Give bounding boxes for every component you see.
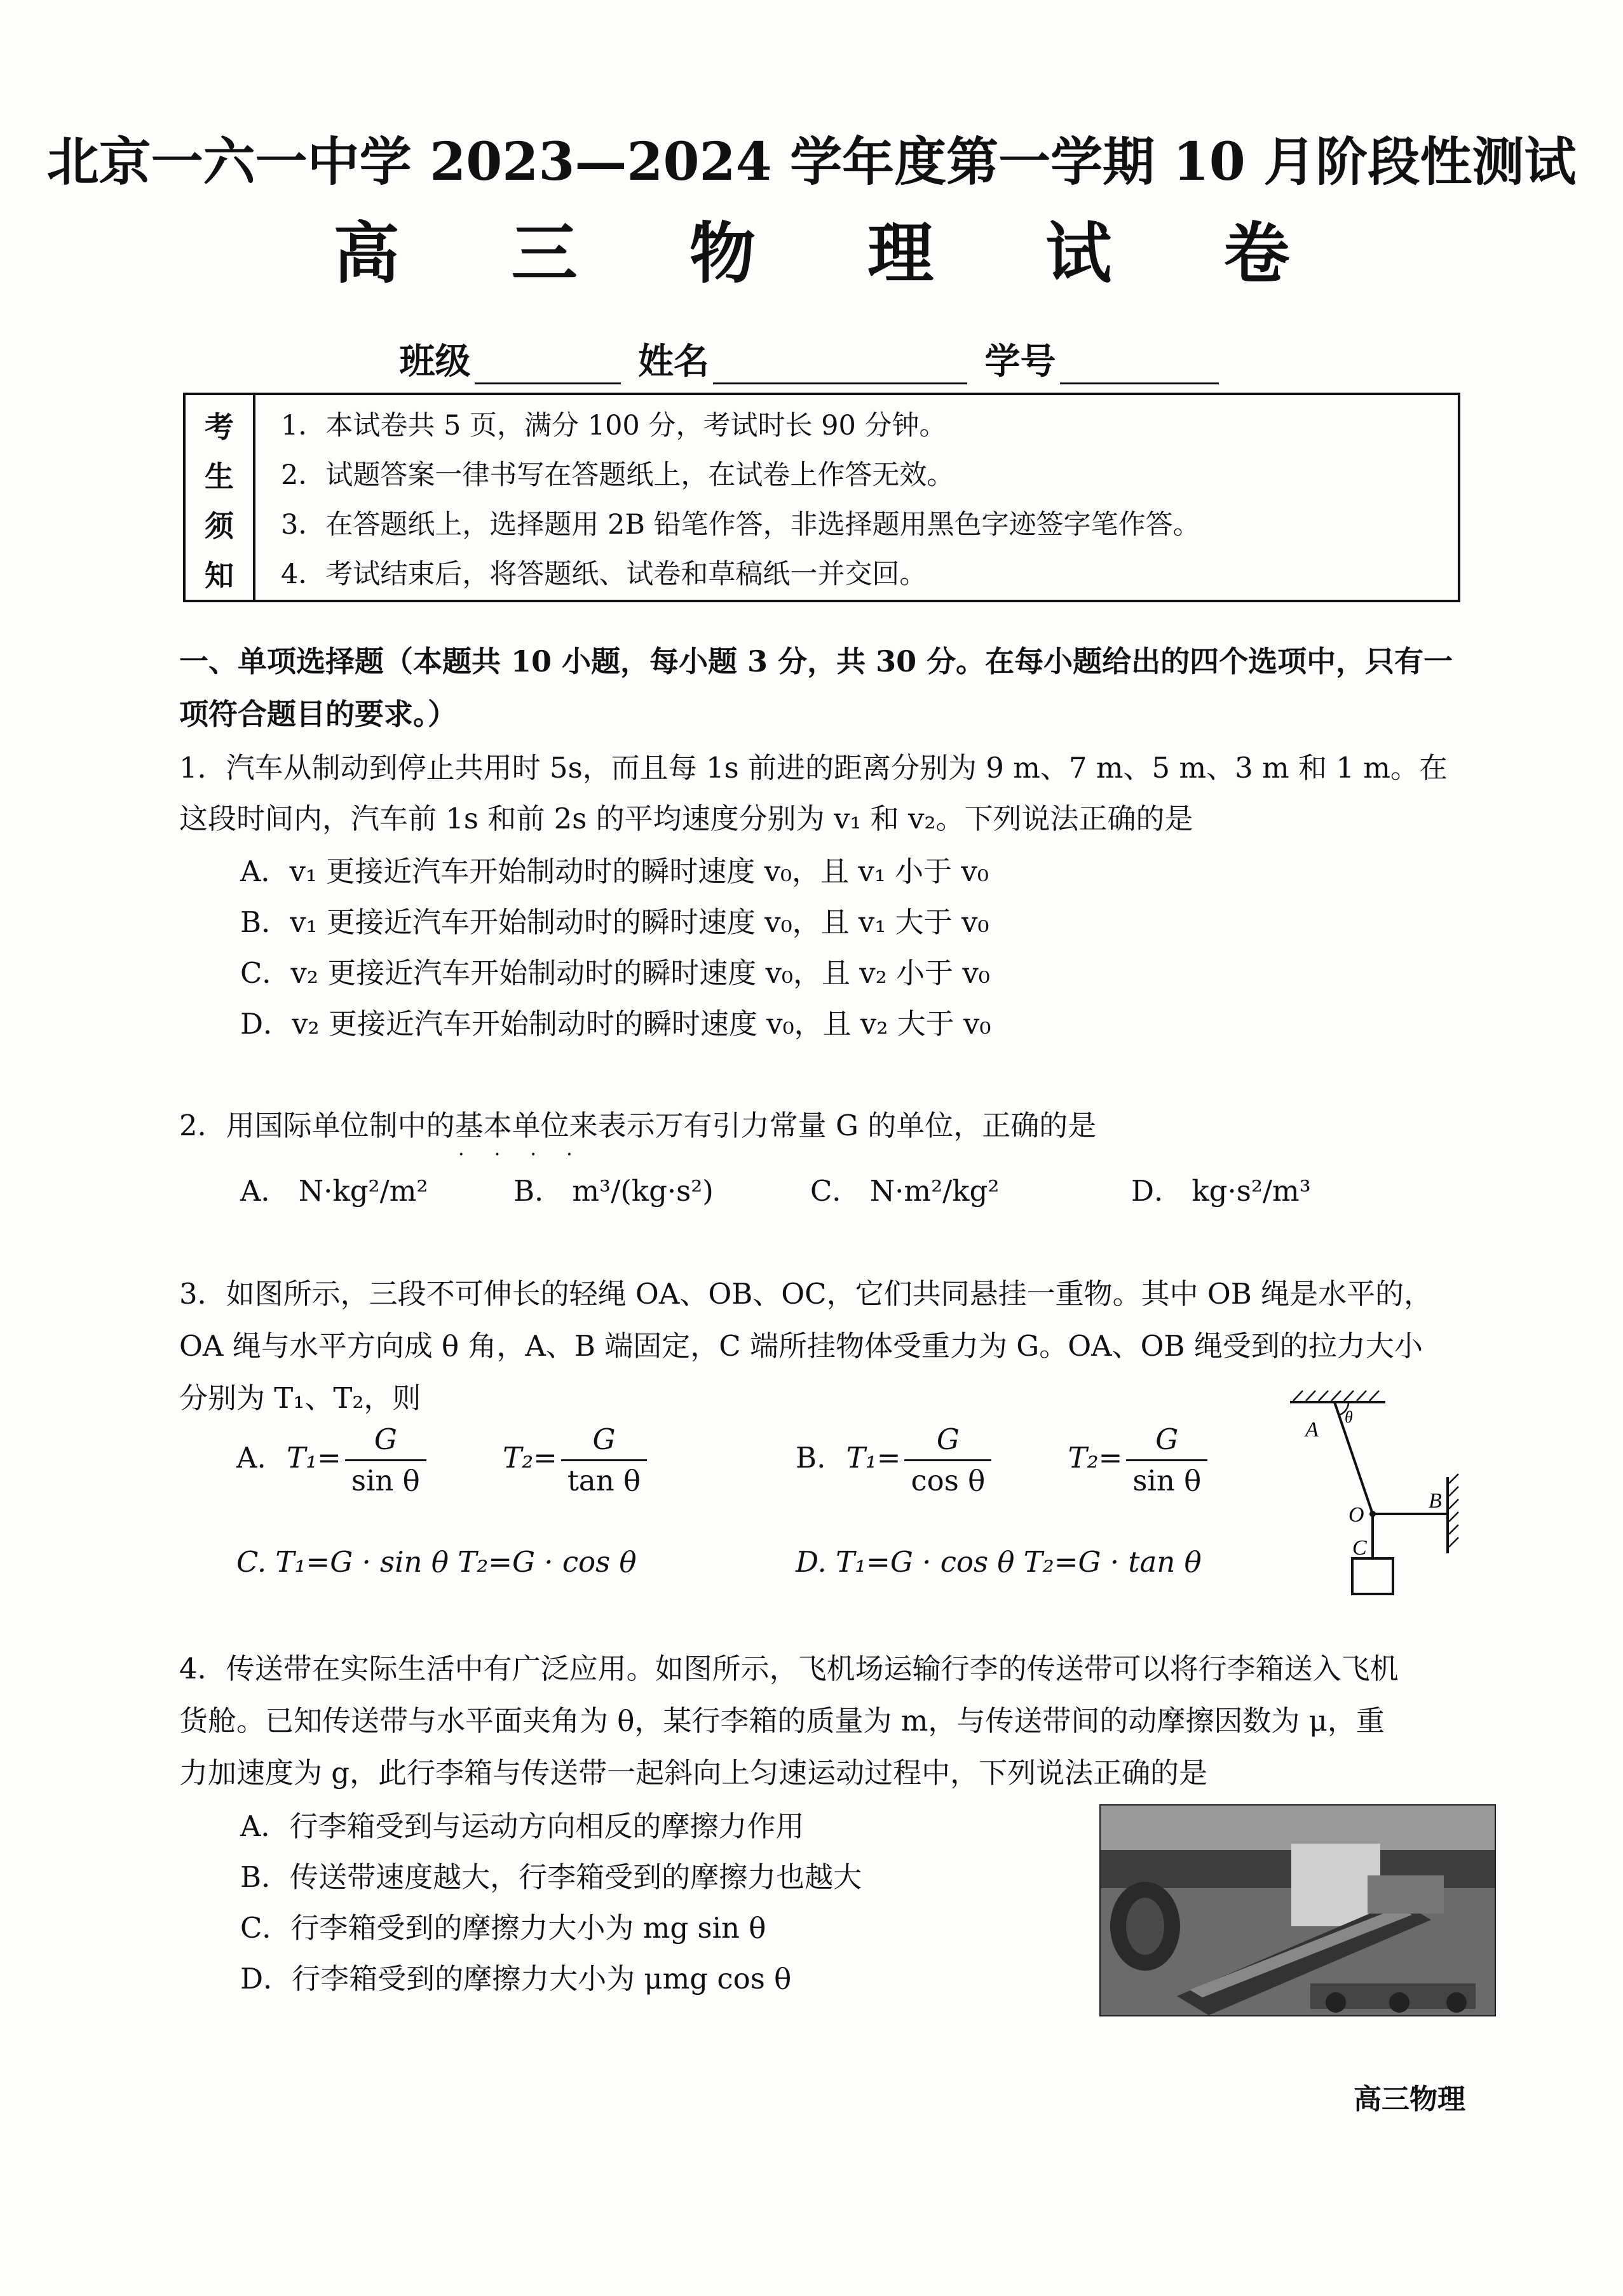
- name-label: 姓名: [638, 341, 709, 382]
- question-4-option-d: D．行李箱受到的摩擦力大小为 μmg cos θ: [240, 1962, 792, 1995]
- fraction-denominator: tan θ: [567, 1464, 641, 1497]
- notice-rule: 4．考试结束后，将答题纸、试卷和草稿纸一并交回。: [281, 558, 927, 590]
- notice-label-column: [186, 395, 255, 600]
- fraction-denominator: sin θ: [351, 1464, 420, 1497]
- section-heading-cont: 项符合题目的要求。）: [179, 697, 457, 731]
- question-4-stem: 4．传送带在实际生活中有广泛应用。如图所示，飞机场运输行李的传送带可以将行李箱送入飞机: [179, 1652, 1399, 1685]
- knot-o: [1369, 1511, 1376, 1517]
- label-c: C: [1352, 1536, 1367, 1560]
- question-3-stem-cont: OA 绳与水平方向成 θ 角，A、B 端固定，C 端所挂物体受重力为 G。OA、OB 绳受到的拉力大小: [179, 1329, 1423, 1363]
- question-4-stem-cont: 货舱。已知传送带与水平面夹角为 θ，某行李箱的质量为 m，与传送带间的动摩擦因数为 μ，重: [179, 1704, 1385, 1738]
- notice-rule: 1．本试卷共 5 页，满分 100 分，考试时长 90 分钟。: [281, 410, 947, 442]
- option-letter: B.: [796, 1441, 826, 1475]
- label-theta: θ: [1345, 1408, 1353, 1426]
- question-3-option-a: [236, 1420, 651, 1501]
- student-id-field[interactable]: [1060, 346, 1219, 384]
- section-heading: 一、单项选择题（本题共 10 小题，每小题 3 分，共 30 分。在每小题给出的四个选项中，只有一: [179, 644, 1453, 679]
- label-o: O: [1348, 1503, 1364, 1527]
- question-2-stem: [179, 1102, 1096, 1144]
- question-3-option-c: C. T₁=G · sin θ T₂=G · cos θ: [236, 1545, 637, 1579]
- t1-label: T₁=: [846, 1441, 901, 1475]
- question-1-option-d: D．v₂ 更接近汽车开始制动时的瞬时速度 v₀，且 v₂ 大于 v₀: [240, 1007, 991, 1041]
- question-2-option-d: D． kg·s²/m³: [1131, 1174, 1311, 1208]
- notice-rule: 3．在答题纸上，选择题用 2B 铅笔作答，非选择题用黑色字迹签字笔作答。: [281, 509, 1200, 541]
- question-2-stem-part: 来表示万有引力常量 G 的单位，正确的是: [569, 1109, 1097, 1142]
- t2-label: T₂=: [1068, 1441, 1123, 1475]
- question-1-stem-cont: 这段时间内，汽车前 1s 和前 2s 的平均速度分别为 v₁ 和 v₂。下列说法正确的是: [179, 802, 1193, 835]
- question-3-stem: 3．如图所示，三段不可伸长的轻绳 OA、OB、OC，它们共同悬挂一重物。其中 OB 绳是水平的，: [179, 1277, 1433, 1311]
- exam-notice-box: [183, 393, 1460, 602]
- notice-label-char: 生: [205, 459, 234, 494]
- fraction: [904, 1420, 991, 1501]
- notice-label-char: 知: [205, 558, 234, 593]
- fraction-numerator: G: [1126, 1420, 1207, 1461]
- rope-oa: [1334, 1402, 1373, 1514]
- student-info-row: [0, 334, 1623, 384]
- question-2-stem-part: 2．用国际单位制中的: [179, 1109, 455, 1142]
- question-1-option-b: B．v₁ 更接近汽车开始制动时的瞬时速度 v₀，且 v₁ 大于 v₀: [240, 905, 989, 939]
- fraction: [345, 1420, 426, 1501]
- school-title: 北京一六一中学 2023—2024 学年度第一学期 10 月阶段性测试: [46, 132, 1577, 192]
- fraction-denominator: sin θ: [1132, 1464, 1202, 1497]
- question-1-option-c: C．v₂ 更接近汽车开始制动时的瞬时速度 v₀，且 v₂ 小于 v₀: [240, 956, 990, 990]
- conveyor-belt-illustration: [1101, 1806, 1495, 2015]
- option-letter: A.: [236, 1441, 266, 1475]
- question-2-option-c: C． N·m²/kg²: [810, 1174, 1000, 1208]
- label-a: A: [1305, 1418, 1319, 1442]
- label-b: B: [1429, 1489, 1442, 1513]
- notice-label-char: 考: [205, 410, 234, 444]
- fraction-numerator: G: [904, 1420, 991, 1461]
- question-1-stem: 1．汽车从制动到停止共用时 5s，而且每 1s 前进的距离分别为 9 m、7 m、5 m、3 m 和 1 m。在: [179, 751, 1448, 785]
- question-4-option-c: C．行李箱受到的摩擦力大小为 mg sin θ: [240, 1911, 766, 1945]
- ceiling-hatch: [1293, 1391, 1379, 1401]
- fraction: [1126, 1420, 1207, 1501]
- question-1-option-a: A．v₁ 更接近汽车开始制动时的瞬时速度 v₀，且 v₁ 小于 v₀: [240, 854, 989, 888]
- wall-hatch: [1449, 1474, 1458, 1547]
- question-3-option-d: D. T₁=G · cos θ T₂=G · tan θ: [796, 1545, 1202, 1579]
- class-label: 班级: [399, 341, 471, 382]
- question-3-stem-cont: 分别为 T₁、T₂，则: [179, 1381, 421, 1415]
- fraction-denominator: cos θ: [911, 1464, 986, 1497]
- t2-label: T₂=: [503, 1441, 557, 1475]
- conveyor-belt-photo: [1099, 1804, 1496, 2016]
- name-field[interactable]: [713, 346, 967, 384]
- notice-label-char: 须: [205, 509, 234, 543]
- rope-diagram: [1277, 1388, 1493, 1630]
- question-3-option-b: [796, 1420, 1211, 1501]
- paper-title: 高 三 物 理 试 卷: [333, 214, 1334, 292]
- class-field[interactable]: [475, 346, 621, 384]
- question-4-option-a: A．行李箱受到与运动方向相反的摩擦力作用: [240, 1809, 805, 1843]
- question-4-stem-cont: 力加速度为 g，此行李箱与传送带一起斜向上匀速运动过程中，下列说法正确的是: [179, 1756, 1208, 1790]
- question-2-option-a: A． N·kg²/m²: [240, 1174, 428, 1208]
- fraction-numerator: G: [345, 1420, 426, 1461]
- hanging-weight: [1352, 1558, 1393, 1594]
- question-4-option-b: B．传送带速度越大，行李箱受到的摩擦力也越大: [240, 1860, 862, 1894]
- fraction-numerator: G: [561, 1420, 647, 1461]
- page-footer: 高三物理: [1354, 2083, 1465, 2116]
- fraction: [561, 1420, 647, 1501]
- id-label: 学号: [984, 341, 1056, 382]
- question-2-emphasis: 基本单位 • • • •: [455, 1109, 569, 1142]
- t1-label: T₁=: [287, 1441, 341, 1475]
- question-2-option-b: B． m³/(kg·s²): [513, 1174, 714, 1208]
- notice-rule: 2．试题答案一律书写在答题纸上，在试卷上作答无效。: [281, 459, 954, 491]
